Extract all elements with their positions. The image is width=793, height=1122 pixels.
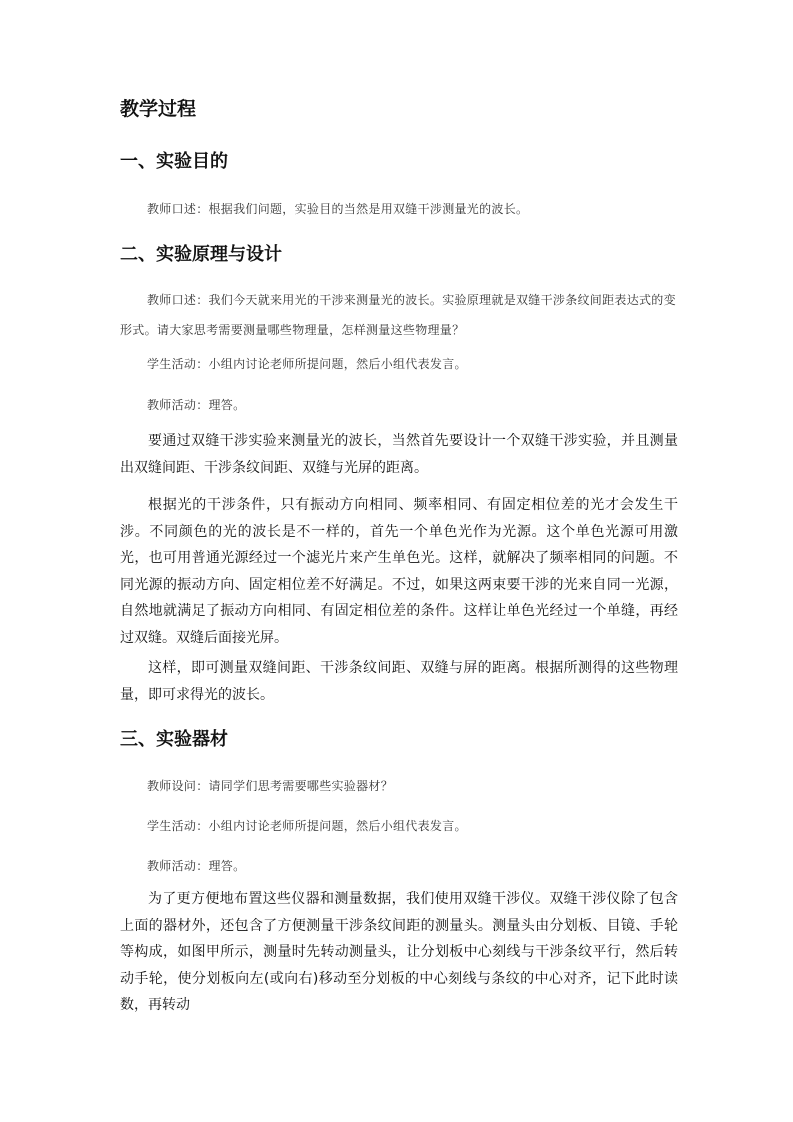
- document-title: 教学过程: [120, 98, 197, 120]
- body-paragraph: 为了更方便地布置这些仪器和测量数据，我们使用双缝干涉仪。双缝干涉仪除了包含上面的器材外，还包含了方便测量干涉条纹间距的测量头。测量头由分划板、目镜、手轮等构成，如图甲所示，测量时先转动测量头，让分划板中心刻线与干涉条纹平行，然后转动手轮，使分划板向左(或向右)移动至分划板的中心刻线与条纹的中心对齐，记下此时读数，再转动: [120, 891, 678, 1013]
- teacher-narration: 教师口述：根据我们问题，实验目的当然是用双缝干涉测量光的波长。: [147, 202, 529, 216]
- body-paragraph: 根据光的干涉条件，只有振动方向相同、频率相同、有固定相位差的光才会发生干涉。不同颜色的光的波长是不一样的，首先一个单色光作为光源。这个单色光源可用激光，也可用普通光源经过一个滤光片来产生单色光。这样，就解决了频率相同的问题。不同光源的振动方向、固定相位差不好满足。不过，如果这两束要干涉的光来自同一光源，自然地就满足了振动方向相同、有固定相位差的条件。这样让单色光经过一个单缝，再经过双缝。双缝后面接光屏。: [120, 497, 678, 646]
- teacher-activity: 教师活动：理答。: [147, 398, 246, 412]
- student-activity: 学生活动：小组内讨论老师所提问题，然后小组代表发言。: [147, 357, 467, 371]
- section-heading-equipment: 三、实验器材: [120, 729, 228, 750]
- section-heading-principle: 二、实验原理与设计: [120, 244, 282, 265]
- body-paragraph: 这样，即可测量双缝间距、干涉条纹间距、双缝与屏的距离。根据所测得的这些物理量，即可求得光的波长。: [120, 660, 678, 703]
- teacher-activity: 教师活动：理答。: [147, 859, 246, 873]
- body-paragraph: 要通过双缝干涉实验来测量光的波长，当然首先要设计一个双缝干涉实验，并且测量出双缝间距、干涉条纹间距、双缝与光屏的距离。: [120, 433, 678, 476]
- section-heading-objective: 一、实验目的: [120, 151, 228, 172]
- teacher-narration: 教师口述：我们今天就来用光的干涉来测量光的波长。实验原理就是双缝干涉条纹间距表达式的变形式。请大家思考需要测量哪些物理量，怎样测量这些物理量？: [120, 293, 676, 337]
- student-activity: 学生活动：小组内讨论老师所提问题，然后小组代表发言。: [147, 819, 467, 833]
- teacher-question: 教师设问：请同学们思考需要哪些实验器材？: [147, 779, 394, 793]
